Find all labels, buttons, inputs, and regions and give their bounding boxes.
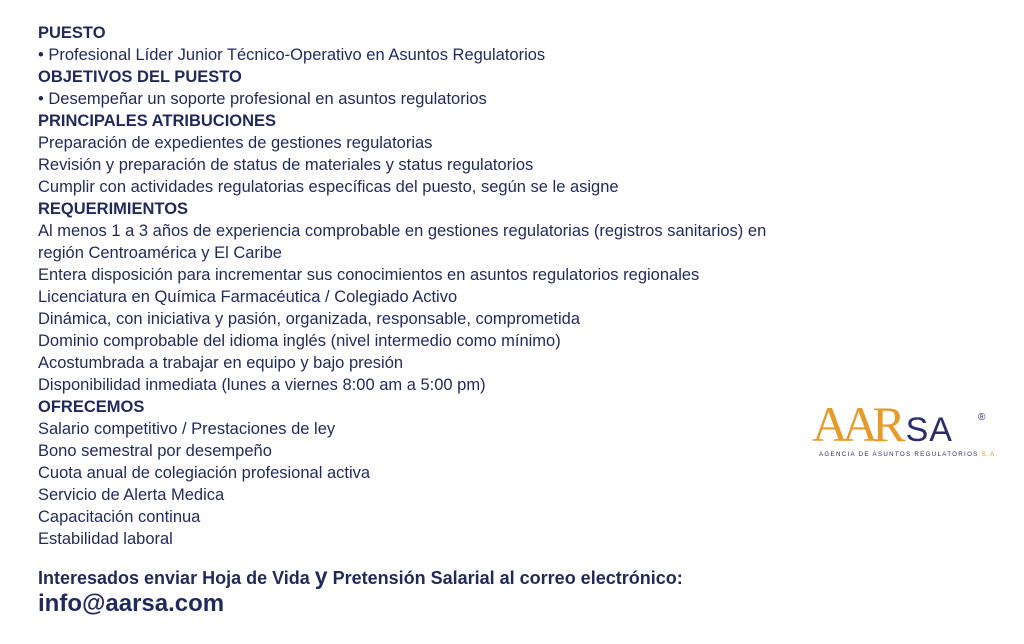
section-line: Bono semestral por desempeño — [38, 442, 272, 460]
section-heading: REQUERIMIENTOS — [38, 200, 189, 218]
section-objetivos — [38, 66, 938, 110]
section-line: • Profesional Líder Junior Técnico-Operativo en Asuntos Regulatorios — [38, 46, 546, 64]
registered-mark-icon: ® — [978, 412, 986, 423]
logo-subtitle — [819, 451, 999, 458]
logo-r: R — [872, 396, 906, 452]
job-posting-body — [38, 22, 938, 550]
logo-subtitle-text: AGENCIA DE ASUNTOS REGULATORIOS — [819, 451, 979, 458]
section-line: Dominio comprobable del idioma inglés (nivel intermedio como mínimo) — [38, 332, 561, 350]
cta-text-part1: Interesados enviar Hoja de Vida — [38, 568, 315, 588]
section-line: Revisión y preparación de status de materiales y status regulatorios — [38, 156, 534, 174]
section-line: Salario competitivo / Prestaciones de ley — [38, 420, 336, 438]
cta-text-y: y — [314, 563, 328, 589]
contact-email[interactable]: info@aarsa.com — [38, 590, 225, 617]
section-line: • Desempeñar un soporte profesional en asuntos regulatorios — [38, 90, 487, 108]
section-heading: PUESTO — [38, 24, 106, 42]
section-line: Disponibilidad inmediata (lunes a viernes 8:00 am a 5:00 pm) — [38, 376, 486, 394]
section-heading: OBJETIVOS DEL PUESTO — [38, 68, 242, 86]
section-line: Dinámica, con iniciativa y pasión, organizada, responsable, comprometida — [38, 310, 581, 328]
section-line: Al menos 1 a 3 años de experiencia comprobable en gestiones regulatorias (registros sanitarios) en — [38, 222, 767, 240]
section-atribuciones — [38, 110, 938, 198]
call-to-action — [38, 563, 683, 590]
section-line: Acostumbrada a trabajar en equipo y bajo presión — [38, 354, 404, 372]
section-line: región Centroamérica y El Caribe — [38, 244, 282, 262]
aarsa-logo — [812, 396, 999, 468]
section-heading: OFRECEMOS — [38, 398, 145, 416]
section-line: Cuota anual de colegiación profesional activa — [38, 464, 371, 482]
section-line: Capacitación continua — [38, 508, 201, 526]
cta-text-part2: Pretensión Salarial al correo electrónico: — [327, 568, 683, 588]
logo-subtitle-tail: S.A. — [978, 451, 999, 458]
section-line: Entera disposición para incrementar sus conocimientos en asuntos regulatorios regionales — [38, 266, 700, 284]
section-ofrecemos — [38, 396, 938, 550]
logo-sa: SA — [905, 411, 953, 449]
section-heading: PRINCIPALES ATRIBUCIONES — [38, 112, 277, 130]
section-line: Licenciatura en Química Farmacéutica / Colegiado Activo — [38, 288, 458, 306]
section-puesto — [38, 22, 938, 66]
section-line: Servicio de Alerta Medica — [38, 486, 225, 504]
logo-wordmark — [812, 398, 953, 450]
section-line: Estabilidad laboral — [38, 530, 173, 548]
section-requerimientos — [38, 198, 938, 396]
logo-aa: AA — [812, 396, 873, 452]
section-line: Cumplir con actividades regulatorias específicas del puesto, según se le asigne — [38, 178, 619, 196]
section-line: Preparación de expedientes de gestiones regulatorias — [38, 134, 433, 152]
